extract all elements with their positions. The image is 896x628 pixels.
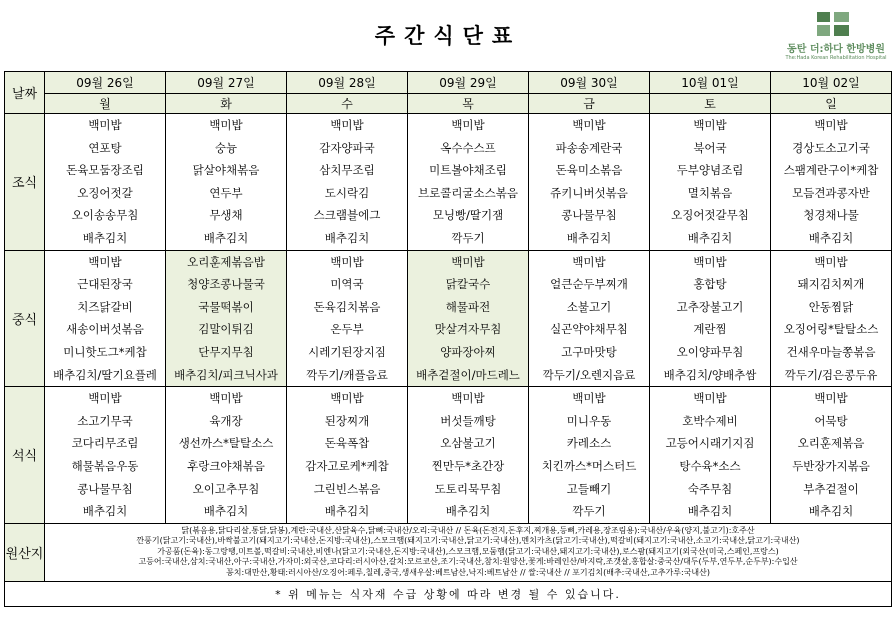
menu-cell — [529, 250, 650, 387]
menu-item: 백미밥 — [693, 254, 727, 269]
menu-item: 배추김치/딸기요플레 — [53, 367, 157, 382]
menu-item: 모닝빵/딸기잼 — [432, 208, 504, 223]
day-date: 09월 27일 — [166, 72, 287, 94]
notice-row — [5, 581, 892, 606]
menu-item: 청양조콩나물국 — [187, 277, 265, 292]
menu-item: 감자양파국 — [319, 140, 375, 155]
menu-item: 도시락김 — [324, 185, 370, 200]
menu-item: 백미밥 — [88, 391, 122, 406]
menu-item: 백미밥 — [814, 118, 848, 132]
menu-item: 찐만두*초간장 — [431, 458, 505, 473]
menu-item: 닭칼국수 — [445, 277, 491, 292]
menu-item: 돈육모둠장조림 — [66, 163, 144, 178]
menu-item: 백미밥 — [572, 254, 606, 269]
menu-item: 배추김치 — [324, 504, 370, 519]
day-date: 10월 01일 — [650, 72, 771, 94]
menu-item: 백미밥 — [451, 254, 485, 269]
menu-item: 홍합탕 — [693, 277, 727, 292]
menu-item: 배추김치 — [808, 504, 854, 519]
menu-item: 돈육폭찹 — [324, 436, 370, 451]
day-date: 09월 26일 — [45, 72, 166, 94]
menu-item: 백미밥 — [693, 118, 727, 132]
menu-item: 치즈닭갈비 — [77, 299, 133, 314]
menu-cell — [650, 387, 771, 524]
menu-cell — [529, 114, 650, 251]
menu-item: 치킨까스*머스터드 — [541, 458, 637, 473]
menu-item: 오이양파무침 — [676, 344, 744, 359]
menu-item: 두반장가지볶음 — [792, 458, 870, 473]
menu-cell — [287, 250, 408, 387]
menu-cell — [408, 250, 529, 387]
meal-row — [5, 114, 892, 251]
menu-item: 김말이튀김 — [198, 322, 254, 337]
day-weekday: 목 — [408, 94, 529, 114]
menu-item: 모듬견과콩자반 — [792, 185, 870, 200]
origin-line: 깐풍기(닭고기:국내산),바싹불고기(돼지고기:국내산,돈지방:국내산),스모크햄(돼지고기:국내산,닭고기:국내산),멘치카츠(닭고기:국내산),떡갈비(돼지고기:국내산,소고기:국내산,닭고기:국내산) — [136, 536, 800, 546]
origin-line: 고등어:국내산,삼치:국내산,아구:국내산,가자미:외국산,코다리:러시아산,갈치:모르코산,조기:국내산,참치:원양산,꽃게:바레인산/바지락,조갯살,홍합살:중국산/대두(두부,연두부,순두부):수입산 — [138, 557, 798, 567]
menu-item: 배추김치/피크닉사과 — [174, 367, 278, 382]
menu-item: 오징어링*탈탈소스 — [783, 322, 879, 337]
menu-item: 삼치무조림 — [319, 163, 375, 178]
menu-item: 숭늉 — [214, 140, 238, 155]
date-label: 날짜 — [5, 72, 45, 114]
menu-item: 근대된장국 — [77, 277, 133, 292]
menu-item: 얼큰순두부찌개 — [550, 277, 628, 292]
menu-item: 고구마맛탕 — [561, 344, 617, 359]
menu-item: 배추김치 — [445, 504, 491, 519]
menu-item: 국물떡볶이 — [198, 299, 254, 314]
meal-row — [5, 250, 892, 387]
menu-item: 백미밥 — [693, 391, 727, 406]
menu-item: 건새우마늘쫑볶음 — [786, 344, 876, 359]
day-weekday: 수 — [287, 94, 408, 114]
menu-item: 배추김치/양배추쌈 — [663, 367, 757, 382]
menu-item: 생선까스*탈탈소스 — [178, 436, 274, 451]
weekday-header-row — [5, 94, 892, 114]
menu-change-notice: * 위 메뉴는 식자재 수급 상황에 따라 변경 될 수 있습니다. — [5, 581, 892, 606]
menu-item: 탕수육*소스 — [679, 458, 741, 473]
day-date: 09월 29일 — [408, 72, 529, 94]
menu-item: 숙주무침 — [687, 481, 733, 496]
menu-item: 배추김치 — [566, 230, 612, 245]
menu-item: 배추김치 — [324, 230, 370, 245]
menu-cell — [166, 387, 287, 524]
menu-cell — [287, 114, 408, 251]
meal-label: 중식 — [5, 250, 45, 387]
menu-item: 오리훈제볶음 — [797, 436, 865, 451]
menu-item: 무생채 — [209, 208, 243, 223]
menu-item: 깍두기 — [572, 504, 606, 519]
menu-cell — [45, 250, 166, 387]
menu-item: 새송이버섯볶음 — [66, 322, 144, 337]
menu-item: 계란찜 — [693, 322, 727, 337]
menu-item: 고들빼기 — [566, 481, 612, 496]
menu-item: 청경채나물 — [803, 208, 859, 223]
menu-cell — [771, 387, 892, 524]
menu-cell — [408, 114, 529, 251]
menu-item: 카레소스 — [566, 436, 612, 451]
menu-item: 파송송계란국 — [555, 140, 623, 155]
menu-item: 맛살겨자무침 — [434, 322, 502, 337]
meal-label: 석식 — [5, 387, 45, 524]
menu-cell — [166, 114, 287, 251]
menu-item: 배추김치 — [82, 230, 128, 245]
menu-item: 실곤약야채무침 — [550, 322, 628, 337]
menu-item: 돈육김치볶음 — [313, 299, 381, 314]
menu-item: 시레기된장지짐 — [308, 344, 386, 359]
menu-item: 고등어시래기지짐 — [665, 436, 755, 451]
menu-item: 백미밥 — [451, 118, 485, 132]
menu-item: 오이송송무침 — [71, 208, 139, 223]
menu-item: 백미밥 — [814, 391, 848, 406]
menu-cell — [650, 114, 771, 251]
day-date: 09월 28일 — [287, 72, 408, 94]
menu-item: 백미밥 — [330, 254, 364, 269]
menu-item: 소불고기 — [566, 299, 612, 314]
menu-cell — [287, 387, 408, 524]
menu-item: 미트볼야채조림 — [429, 163, 507, 178]
origin-line: 가공품(돈육):동그랑땡,미트볼,떡갈비:국내산,비엔나(닭고기:국내산,돈지방:국내산),스모크햄,모둠햄(닭고기:국내산,돼지고기:국내산),로스팜(돼지고기(외국산(미국,스페인,프랑스) — [157, 546, 779, 556]
menu-item: 배추김치 — [203, 230, 249, 245]
menu-cell — [771, 114, 892, 251]
origin-label: 원산지 — [5, 523, 45, 581]
menu-item: 배추김치 — [82, 504, 128, 519]
day-date: 09월 30일 — [529, 72, 650, 94]
menu-item: 백미밥 — [572, 118, 606, 132]
menu-item: 옥수수스프 — [440, 140, 496, 155]
menu-item: 감자고로케*케찹 — [305, 458, 389, 473]
day-date: 10월 02일 — [771, 72, 892, 94]
menu-item: 두부양념조림 — [676, 163, 744, 178]
menu-item: 백미밥 — [814, 254, 848, 269]
menu-item: 백미밥 — [209, 391, 243, 406]
menu-item: 백미밥 — [451, 391, 485, 406]
menu-item: 육개장 — [209, 413, 243, 428]
menu-item: 깍두기/검은콩두유 — [784, 367, 878, 382]
menu-item: 배추김치 — [687, 230, 733, 245]
menu-item: 연포탕 — [88, 140, 122, 155]
hospital-name: 동탄 더:하다 한방병원 — [787, 44, 885, 55]
menu-item: 쥬키니버섯볶음 — [550, 185, 628, 200]
menu-item: 브로콜리굴소스볶음 — [418, 185, 518, 200]
menu-item: 버섯들깨탕 — [440, 413, 496, 428]
menu-item: 코다리무조림 — [71, 436, 139, 451]
menu-item: 배추겉절이/마드레느 — [416, 367, 520, 382]
menu-item: 백미밥 — [209, 118, 243, 132]
menu-item: 콩나물무침 — [561, 208, 617, 223]
menu-item: 북어국 — [693, 140, 727, 155]
menu-item: 깍두기/캐플음료 — [306, 367, 388, 382]
day-weekday: 일 — [771, 94, 892, 114]
menu-item: 오이고추무침 — [192, 481, 260, 496]
menu-item: 온두부 — [330, 322, 364, 337]
menu-item: 멸치볶음 — [687, 185, 733, 200]
menu-item: 소고기무국 — [77, 413, 133, 428]
page-title: 주간식단표 — [374, 24, 522, 48]
menu-item: 배추김치 — [808, 230, 854, 245]
menu-item: 도토리묵무침 — [434, 481, 502, 496]
menu-item: 그린빈스볶음 — [313, 481, 381, 496]
day-weekday: 월 — [45, 94, 166, 114]
menu-item: 부추겉절이 — [803, 481, 859, 496]
menu-item: 어묵탕 — [814, 413, 848, 428]
hospital-logo — [782, 12, 890, 68]
weekly-menu-table — [4, 71, 892, 607]
menu-item: 배추김치 — [203, 504, 249, 519]
menu-item: 콩나물무침 — [77, 481, 133, 496]
menu-item: 미니핫도그*케찹 — [63, 344, 147, 359]
menu-cell — [166, 250, 287, 387]
menu-item: 양파장아찌 — [440, 344, 496, 359]
menu-cell — [45, 387, 166, 524]
menu-item: 오삼불고기 — [440, 436, 496, 451]
meal-label: 조식 — [5, 114, 45, 251]
menu-item: 배추김치 — [687, 504, 733, 519]
menu-cell — [408, 387, 529, 524]
origin-line: 꽁치:대만산,황태:러시아산/오징어:페루,칠레,중국,생새우살:베트남산,낙지:베트남산 // 쌀:국내산 // 포기김치(배추:국내산,고추가루:국내산) — [225, 568, 711, 578]
menu-cell — [45, 114, 166, 251]
menu-item: 안동찜닭 — [808, 299, 854, 314]
day-weekday: 화 — [166, 94, 287, 114]
menu-item: 닭살야채볶음 — [192, 163, 260, 178]
menu-item: 백미밥 — [330, 118, 364, 132]
menu-item: 고추장불고기 — [676, 299, 744, 314]
menu-item: 돼지김치찌개 — [797, 277, 865, 292]
menu-cell — [529, 387, 650, 524]
menu-item: 백미밥 — [88, 118, 122, 132]
menu-item: 연두부 — [209, 185, 243, 200]
menu-item: 된장찌개 — [324, 413, 370, 428]
origin-info — [45, 523, 892, 581]
menu-item: 오징어젓갈 — [77, 185, 133, 200]
menu-item: 오리훈제볶음밥 — [187, 254, 265, 269]
day-weekday: 토 — [650, 94, 771, 114]
menu-item: 해물볶음우동 — [71, 458, 139, 473]
menu-item: 미역국 — [330, 277, 364, 292]
menu-item: 해물파전 — [445, 299, 491, 314]
menu-item: 스크램블에그 — [313, 208, 381, 223]
menu-item: 돈육미소볶음 — [555, 163, 623, 178]
menu-item: 백미밥 — [330, 391, 364, 406]
menu-item: 스팸계란구이*케찹 — [783, 163, 879, 178]
menu-item: 백미밥 — [572, 391, 606, 406]
menu-item: 호박수제비 — [682, 413, 738, 428]
menu-item: 후랑크야채볶음 — [187, 458, 265, 473]
meal-row — [5, 387, 892, 524]
date-header-row — [5, 72, 892, 94]
menu-cell — [650, 250, 771, 387]
menu-item: 경상도소고기국 — [792, 140, 870, 155]
menu-item: 오징어젓갈무침 — [671, 208, 749, 223]
menu-item: 깍두기 — [451, 230, 485, 245]
day-weekday: 금 — [529, 94, 650, 114]
origin-row — [5, 523, 892, 581]
menu-item: 미니우동 — [566, 413, 612, 428]
menu-cell — [771, 250, 892, 387]
hospital-subtitle: The:Hada Korean Rehabilitation Hospital — [785, 55, 887, 61]
meal-rows — [5, 114, 892, 524]
menu-item: 단무지무침 — [198, 344, 254, 359]
origin-line: 닭(볶음용,닭다리살,통닭,닭봉),계란:국내산,산닭육수,닭뼈:국내산/오리:국내산 // 돈육(돈전지,돈후지,찌개용,등뼈,카레용,장조림용):국내산/우육(양지,불고기):호주산 — [181, 525, 755, 535]
menu-item: 백미밥 — [88, 254, 122, 269]
hospital-logo-icon — [817, 12, 849, 36]
menu-item: 깍두기/오렌지음료 — [542, 367, 636, 382]
